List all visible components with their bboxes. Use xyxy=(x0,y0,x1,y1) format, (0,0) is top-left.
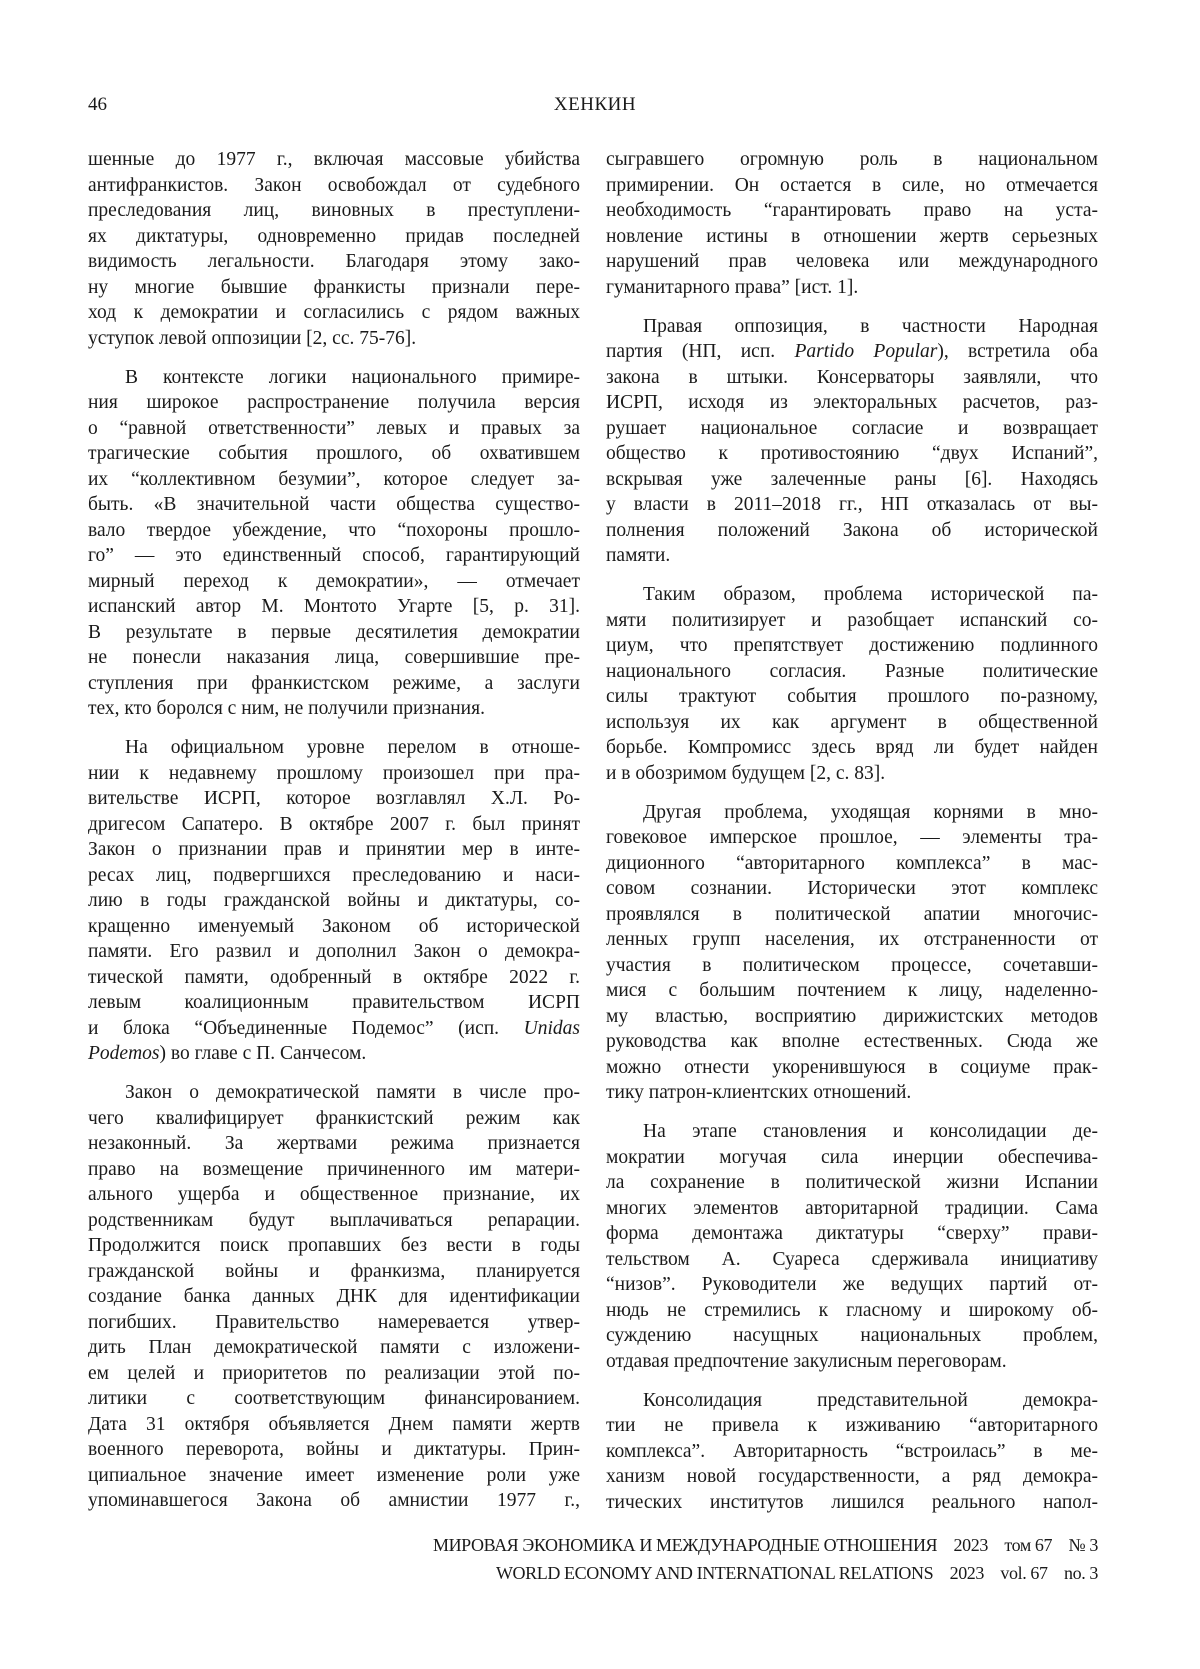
text-line: создание банка данных ДНК для идентификации xyxy=(88,1284,580,1310)
text-line: можно отнести укоренившуюся в социуме прак- xyxy=(606,1055,1098,1081)
italic-term: Podemos xyxy=(88,1043,160,1064)
text-line: уступок левой оппозиции [2, сс. 75-76]. xyxy=(88,326,580,352)
text-line: ального ущерба и общественное признание, их xyxy=(88,1182,580,1208)
text-line: ем целей и приоритетов по реализации этой по- xyxy=(88,1361,580,1387)
text-line: диционного “авторитарного комплекса” в мас- xyxy=(606,851,1098,877)
text-line: вскрывая уже залеченные раны [6]. Находясь xyxy=(606,467,1098,493)
text-line: вительстве ИСРП, которое возглавлял Х.Л. Ро- xyxy=(88,786,580,812)
text-line: погибших. Правительство намеревается утвер- xyxy=(88,1310,580,1336)
text-line: литики с соответствующим финансированием. xyxy=(88,1386,580,1412)
text-line: видимость легальности. Благодаря этому зако- xyxy=(88,249,580,275)
right-column xyxy=(606,147,1098,1529)
text-line: общество к противостоянию “двух Испаний”, xyxy=(606,441,1098,467)
text-line: ципиальное значение имеет изменение роли уже xyxy=(88,1463,580,1489)
text-line: право на возмещение причиненного им матери- xyxy=(88,1157,580,1183)
text-line: военного переворота, войны и диктатуры. Прин- xyxy=(88,1437,580,1463)
text-line: суждению насущных национальных проблем, xyxy=(606,1323,1098,1349)
text-line: их “коллективном безумии”, которое следует за- xyxy=(88,467,580,493)
paragraph xyxy=(606,800,1098,1106)
text-line: примирении. Он остается в силе, но отмечается xyxy=(606,173,1098,199)
text-line: Правая оппозиция, в частности Народная xyxy=(606,314,1098,340)
paragraph xyxy=(606,1388,1098,1516)
italic-term: Partido Popular xyxy=(794,341,937,362)
text-line: Продолжится поиск пропавших без вести в годы xyxy=(88,1233,580,1259)
text-line: антифранкистов. Закон освобождал от судебного xyxy=(88,173,580,199)
paragraph xyxy=(606,147,1098,300)
text-segment: ), встретила оба xyxy=(937,341,1098,362)
text-line: национального согласия. Разные политические xyxy=(606,659,1098,685)
text-line: “низов”. Руководители же ведущих партий от- xyxy=(606,1272,1098,1298)
text-line: участия в политическом процессе, сочетавши- xyxy=(606,953,1098,979)
text-line: На этапе становления и консолидации де- xyxy=(606,1119,1098,1145)
text-line: нарушений прав человека или международного xyxy=(606,249,1098,275)
text-line: шенные до 1977 г., включая массовые убийства xyxy=(88,147,580,173)
text-line: нии к недавнему прошлому произошел при пра- xyxy=(88,761,580,787)
text-line: отдавая предпочтение закулисным переговорам. xyxy=(606,1349,1098,1375)
text-line: лию в годы гражданской войны и диктатуры, со- xyxy=(88,888,580,914)
text-line: тической памяти, одобренный в октябре 2022 г. xyxy=(88,965,580,991)
paragraph xyxy=(606,582,1098,786)
text-line: мяти политизирует и разобщает испанский со- xyxy=(606,608,1098,634)
text-line: левым коалиционным правительством ИСРП xyxy=(88,990,580,1016)
text-line: Другая проблема, уходящая корнями в мно- xyxy=(606,800,1098,826)
paragraph xyxy=(88,1080,580,1514)
text-line: нюдь не стремились к гласному и широкому об- xyxy=(606,1298,1098,1324)
text-line: необходимость “гарантировать право на уста- xyxy=(606,198,1098,224)
text-line: у власти в 2011–2018 гг., НП отказалась от вы- xyxy=(606,492,1098,518)
text-line: ханизм новой государственности, а ряд демокра- xyxy=(606,1464,1098,1490)
text-line: форма демонтажа диктатуры “сверху” прави- xyxy=(606,1221,1098,1247)
text-line: комплекса”. Авторитарность “встроилась” в ме- xyxy=(606,1439,1098,1465)
text-line: Закон о демократической памяти в числе про- xyxy=(88,1080,580,1106)
text-line: В контексте логики национального примире- xyxy=(88,365,580,391)
text-line: дригесом Сапатеро. В октябре 2007 г. был принят xyxy=(88,812,580,838)
text-line: силы трактуют события прошлого по-разному, xyxy=(606,684,1098,710)
text-line: кращенно именуемый Законом об исторической xyxy=(88,914,580,940)
text-line xyxy=(88,1016,580,1042)
paragraph xyxy=(88,735,580,1067)
text-line: мися с большим почтением к лицу, наделенно- xyxy=(606,978,1098,1004)
text-line: ресах лиц, подвергшихся преследованию и наси- xyxy=(88,863,580,889)
text-line: тических институтов лишился реального напол- xyxy=(606,1490,1098,1516)
text-line: ния широкое распространение получила версия xyxy=(88,390,580,416)
text-line: Дата 31 октября объявляется Днем памяти жертв xyxy=(88,1412,580,1438)
text-line: говековое имперское прошлое, — элементы тра- xyxy=(606,825,1098,851)
text-line: быть. «В значительной части общества существо- xyxy=(88,492,580,518)
text-line: многих элементов авторитарной традиции. Сама xyxy=(606,1196,1098,1222)
text-line: о “равной ответственности” левых и правых за xyxy=(88,416,580,442)
text-line: памяти. xyxy=(606,543,1098,569)
text-line: В результате в первые десятилетия демократии xyxy=(88,620,580,646)
text-line: мократии могучая сила инерции обеспечива- xyxy=(606,1145,1098,1171)
text-line xyxy=(606,339,1098,365)
paragraph xyxy=(606,1119,1098,1374)
text-line: ИСРП, исходя из электоральных расчетов, раз- xyxy=(606,390,1098,416)
text-line: гражданской войны и франкизма, планируется xyxy=(88,1259,580,1285)
text-line: Консолидация представительной демокра- xyxy=(606,1388,1098,1414)
text-line: Закон о признании прав и принятии мер в инте- xyxy=(88,837,580,863)
paragraph xyxy=(606,314,1098,569)
text-line: не понесли наказания лица, совершившие пре- xyxy=(88,645,580,671)
text-line: гуманитарного права” [ист. 1]. xyxy=(606,275,1098,301)
text-line: вало твердое убеждение, что “похороны прошло- xyxy=(88,518,580,544)
text-line: незаконный. За жертвами режима признается xyxy=(88,1131,580,1157)
text-line: руководства как вполне естественных. Сюда же xyxy=(606,1029,1098,1055)
text-line: тельством А. Суареса сдерживала инициативу xyxy=(606,1247,1098,1273)
text-line: закона в штыки. Консерваторы заявляли, что xyxy=(606,365,1098,391)
text-line: дить План демократической памяти с изложени- xyxy=(88,1335,580,1361)
text-line: полнения положений Закона об исторической xyxy=(606,518,1098,544)
text-line: и в обозримом будущем [2, с. 83]. xyxy=(606,761,1098,787)
text-line: ступления при франкистском режиме, а заслуги xyxy=(88,671,580,697)
text-line: упоминавшегося Закона об амнистии 1977 г., xyxy=(88,1488,580,1514)
text-line: ла сохранение в политической жизни Испании xyxy=(606,1170,1098,1196)
text-line: борьбе. Компромисс здесь вряд ли будет найден xyxy=(606,735,1098,761)
text-line: преследования лиц, виновных в преступлени- xyxy=(88,198,580,224)
text-line: ход к демократии и согласились с рядом важных xyxy=(88,300,580,326)
italic-term: Unidas xyxy=(524,1018,580,1039)
page-number: 46 xyxy=(88,94,107,116)
paragraph xyxy=(88,365,580,722)
text-line: Таким образом, проблема исторической па- xyxy=(606,582,1098,608)
paragraph xyxy=(88,147,580,351)
text-line: ях диктатуры, одновременно придав последней xyxy=(88,224,580,250)
text-line: используя их как аргумент в общественной xyxy=(606,710,1098,736)
running-head: ХЕНКИН xyxy=(0,94,1190,116)
text-segment: ) во главе с П. Санчесом. xyxy=(160,1043,367,1064)
text-line: ну многие бывшие франкисты признали пере- xyxy=(88,275,580,301)
text-line: проявлялся в политической апатии многочис- xyxy=(606,902,1098,928)
text-line: рушает национальное согласие и возвращает xyxy=(606,416,1098,442)
text-line: циум, что препятствует достижению подлинного xyxy=(606,633,1098,659)
journal-title-ru: МИРОВАЯ ЭКОНОМИКА И МЕЖДУНАРОДНЫЕ ОТНОШЕНИЯ 2023 том 67 № 3 xyxy=(433,1535,1098,1556)
text-line: тии не привела к изживанию “авторитарного xyxy=(606,1413,1098,1439)
left-column xyxy=(88,147,580,1527)
text-line: го” — это единственный способ, гарантирующий xyxy=(88,543,580,569)
text-line: тику патрон-клиентских отношений. xyxy=(606,1080,1098,1106)
text-line: тех, кто боролся с ним, не получили признания. xyxy=(88,696,580,722)
text-line: родственникам будут выплачиваться репарации. xyxy=(88,1208,580,1234)
journal-title-en: WORLD ECONOMY AND INTERNATIONAL RELATIONS 2023 vol. 67 no. 3 xyxy=(496,1563,1098,1584)
text-line: сыгравшего огромную роль в национальном xyxy=(606,147,1098,173)
text-line: му властью, восприятию дирижистских методов xyxy=(606,1004,1098,1030)
text-segment: партия (НП, исп. xyxy=(606,341,794,362)
text-line xyxy=(88,1041,580,1067)
text-line: памяти. Его развил и дополнил Закон о демокра- xyxy=(88,939,580,965)
text-line: мирный переход к демократии», — отмечает xyxy=(88,569,580,595)
text-segment: и блока “Объединенные Подемос” (исп. xyxy=(88,1018,524,1039)
text-line: новление истины в отношении жертв серьезных xyxy=(606,224,1098,250)
text-line: совом сознании. Исторически этот комплекс xyxy=(606,876,1098,902)
text-line: ленных групп населения, их отстраненности от xyxy=(606,927,1098,953)
text-line: испанский автор М. Монтото Угарте [5, p. 31]. xyxy=(88,594,580,620)
text-line: чего квалифицирует франкистский режим как xyxy=(88,1106,580,1132)
text-line: трагические события прошлого, об охватившем xyxy=(88,441,580,467)
text-line: На официальном уровне перелом в отноше- xyxy=(88,735,580,761)
